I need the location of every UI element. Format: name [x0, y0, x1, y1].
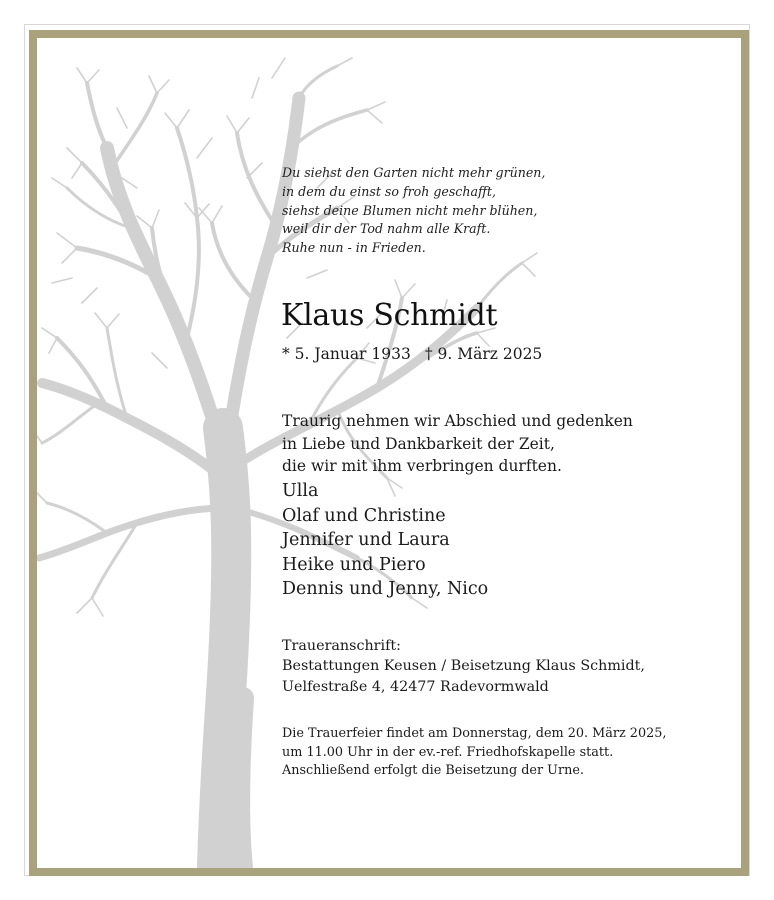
mourning-message [282, 410, 633, 478]
death-date: † 9. März 2025 [424, 345, 543, 363]
ceremony-line: Die Trauerfeier findet am Donnerstag, dem 20. März 2025, [282, 726, 667, 741]
poem-line: Ruhe nun - in Frieden. [282, 240, 426, 256]
birth-date: * 5. Januar 1933 [282, 345, 411, 363]
deceased-name: Klaus Schmidt [281, 298, 498, 333]
mourner-name: Dennis und Jenny, Nico [282, 579, 489, 600]
life-dates [282, 343, 542, 365]
mourning-line: Traurig nehmen wir Abschied und gedenken [282, 412, 633, 430]
mourner-name: Jennifer und Laura [282, 530, 450, 551]
poem-line: weil dir der Tod nahm alle Kraft. [282, 221, 491, 237]
poem-line: in dem du einst so froh geschafft, [282, 183, 496, 199]
address-line: Uelfestraße 4, 42477 Radevormwald [282, 678, 549, 695]
mourner-name: Ulla [282, 481, 319, 501]
memorial-poem [282, 164, 545, 258]
poem-line: siehst deine Blumen nicht mehr blühen, [282, 202, 538, 218]
mourner-name: Heike und Piero [282, 554, 426, 575]
mourning-address [282, 636, 645, 697]
address-line: Bestattungen Keusen / Beisetzung Klaus Schmidt, [282, 658, 645, 675]
address-label: Traueranschrift: [282, 638, 401, 654]
poem-line: Du siehst den Garten nicht mehr grünen, [282, 165, 546, 180]
ceremony-line: Anschließend erfolgt die Beisetzung der Urne. [282, 763, 584, 779]
mourning-line: in Liebe und Dankbarkeit der Zeit, [282, 434, 555, 453]
funeral-ceremony-info [282, 725, 666, 781]
ceremony-line: um 11.00 Uhr in der ev.-ref. Friedhofskapelle statt. [282, 744, 614, 760]
mourner-name: Olaf und Christine [282, 505, 446, 526]
obituary-card [37, 38, 741, 868]
mourners-list [282, 479, 488, 602]
mourning-line: die wir mit ihm verbringen durften. [282, 457, 562, 475]
